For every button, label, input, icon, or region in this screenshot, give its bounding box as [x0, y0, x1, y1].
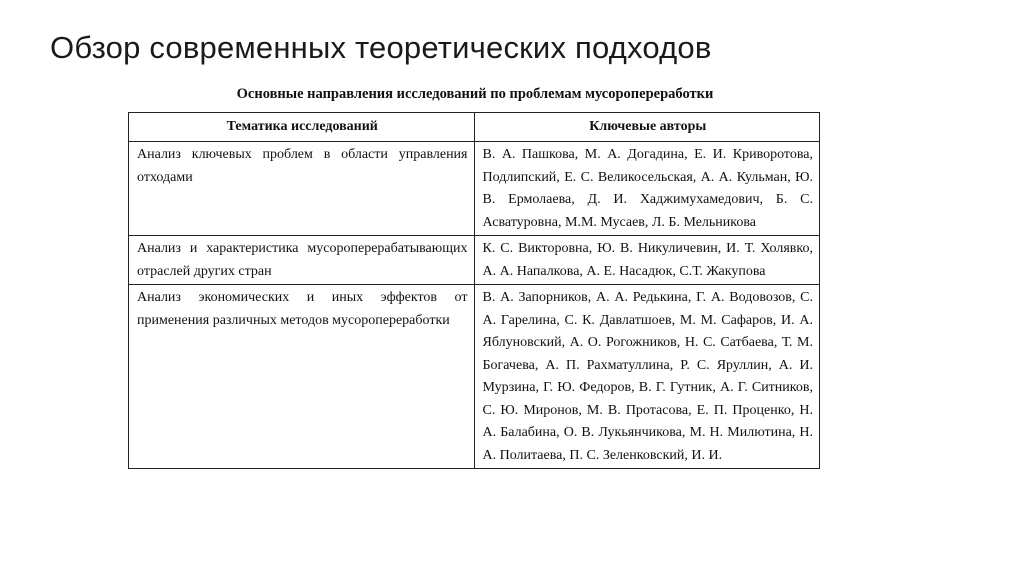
header-topic: Тематика исследований: [129, 113, 475, 142]
table-caption: Основные направления исследований по проблемам мусоропереработки: [236, 86, 714, 102]
topic-cell: Анализ и характеристика мусороперерабатывающих отраслей других стран: [129, 236, 475, 285]
table-row: [129, 142, 820, 236]
research-table: [128, 112, 820, 469]
authors-cell: В. А. Запорников, А. А. Редькина, Г. А. Водовозов, С. А. Гарелина, С. К. Давлатшоев, М. М. Сафаров, И. А. Яблуновский, А. О. Рогожников, Н. С. Сатбаева, Т. М. Богачева, А. П. Рахматуллина, Р. С. Яруллин, А. И. Мурзина, Г. Ю. Федоров, В. Г. Гутник, А. Г. Ситников, С. Ю. Миронов, М. В. Протасова, Е. П. Проценко, Н. А. Балабина, О. В. Лукьянчикова, М. Н. Милютина, Н. А. Политаева, П. С. Зеленковский, И. И.: [474, 285, 820, 469]
authors-cell: В. А. Пашкова, М. А. Догадина, Е. И. Криворотова, Подлипский, Е. С. Великосельская, А. А. Кульман, Ю. В. Ермолаева, Д. И. Хаджимухамедович, Б. С. Асватуровна, М.М. Мусаев, Л. Б. Мельникова: [474, 142, 820, 236]
table-row: [129, 236, 820, 285]
table-header-row: [129, 113, 820, 142]
slide-title: Обзор современных теоретических подходов: [50, 30, 712, 65]
authors-cell: К. С. Викторовна, Ю. В. Никуличевин, И. Т. Холявко, А. А. Напалкова, А. Е. Насадюк, С.Т. Жакупова: [474, 236, 820, 285]
table-row: [129, 285, 820, 469]
header-authors: Ключевые авторы: [474, 113, 820, 142]
topic-cell: Анализ экономических и иных эффектов от применения различных методов мусоропереработки: [129, 285, 475, 469]
topic-cell: Анализ ключевых проблем в области управления отходами: [129, 142, 475, 236]
